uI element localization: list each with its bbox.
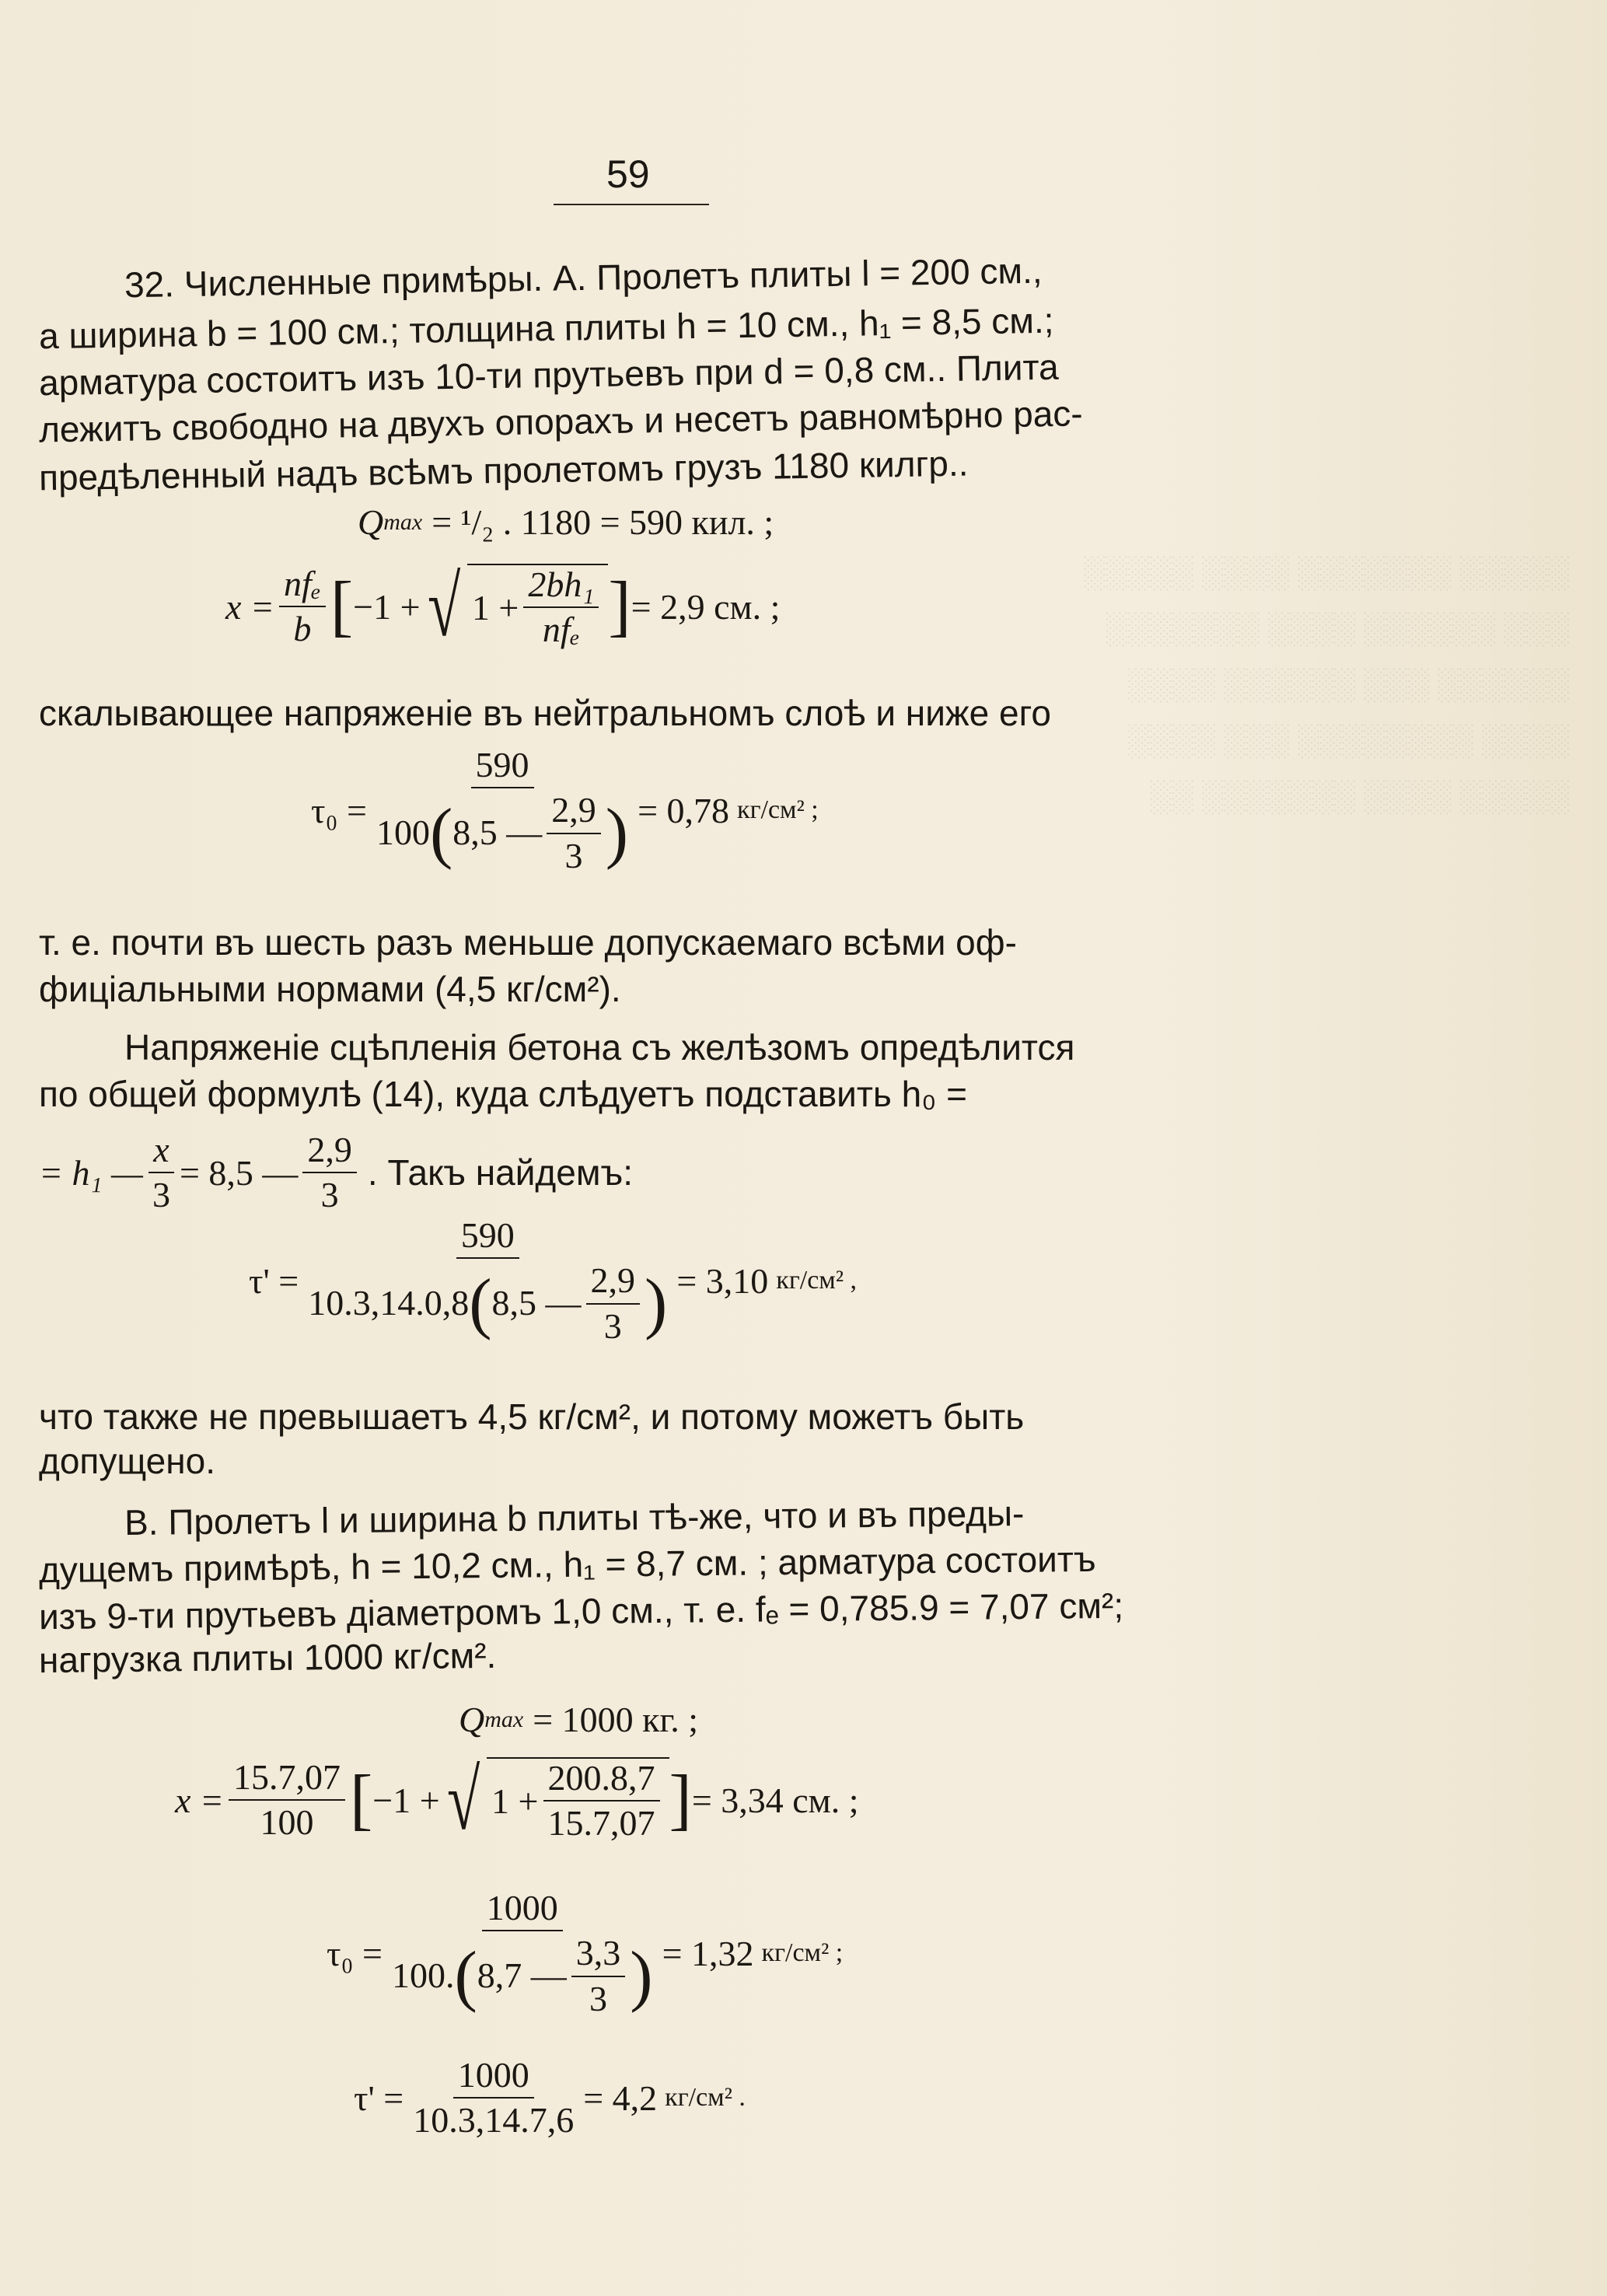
equation-qmax-a: [358, 501, 774, 543]
section-a-line-3: арматура состоитъ изъ 10-ти прутьевъ при d = 0,8 см.. Плита: [38, 346, 1060, 404]
equation-tau-prime-b: [354, 2057, 746, 2140]
bleed-through-text: ░░░░░ ░░░░░░░ ░░░░ ░░░░░ ░░░ ░░░░░░ ░░░░ ░░░░░░░ ░░░░░░ ░░░ ░░░░░░ ░░░░ ░░░░ ░░░░░░░░ ░░░ ░░░░ ░░░░░ ░░░░ ░░░░░░░ ░░: [1084, 554, 1570, 813]
xb-rhs: = 3,34 см. ;: [691, 1780, 859, 1820]
x-inner: −1 +: [353, 586, 421, 627]
also-text-line-2: допущено.: [39, 1441, 216, 1481]
sqrt-fraction-den: nfₑ: [542, 610, 580, 649]
taup-rhs: = 3,10: [676, 1260, 769, 1301]
equation-tau0-b: [327, 1889, 843, 2018]
section-a-line-1: 32. Численные примѣры. А. Пролетъ плиты l = 200 см.,: [124, 250, 1043, 306]
tau0-inner-num: 2,9: [547, 792, 601, 833]
taup-inner-den: 3: [603, 1305, 622, 1346]
page-number-rule: [554, 204, 709, 205]
tau0-lhs: τ₀ =: [311, 790, 367, 830]
section-b-line-4: нагрузка плиты 1000 кг/см².: [38, 1634, 497, 1681]
sqrt-fraction-num: 2bh₁: [523, 566, 599, 608]
h0-frac-2: [302, 1131, 357, 1214]
sqrt-fraction: [523, 566, 599, 649]
tau0b-den-a: 100.: [391, 1955, 455, 1996]
taupb-rhs: = 4,2: [583, 2078, 658, 2118]
tau0-den: [372, 788, 633, 875]
x-lhs: x =: [225, 586, 274, 627]
tau0b-den-b: 8,7 —: [477, 1955, 567, 1996]
tau0b-inner-frac: [571, 1934, 626, 2018]
qmax-rhs: = ¹/₂ . 1180 = 590 кил. ;: [431, 502, 774, 542]
shear-text: скалывающее напряженіе въ нейтральномъ слоѣ и ниже его: [39, 693, 1051, 733]
tau0b-inner-den: 3: [589, 1978, 608, 2018]
qmax-b-rhs: = 1000 кг. ;: [533, 1700, 698, 1739]
xb-fraction: [229, 1756, 345, 1842]
paren-close: ): [645, 1265, 668, 1341]
tau0b-rhs: = 1,32: [662, 1933, 754, 1973]
taup-unit: кг/см² ,: [776, 1266, 858, 1295]
tau0b-inner-num: 3,3: [571, 1934, 626, 1976]
section-a-line-2: а ширина b = 100 см.; толщина плиты h = 10 см., h₁ = 8,5 см.;: [38, 299, 1054, 357]
xb-sqrt-num: 200.8,7: [543, 1760, 660, 1802]
taupb-den: 10.3,14.7,6: [413, 2100, 575, 2140]
xb-sqrt-den: 15.7,07: [547, 1803, 655, 1843]
sqrt-a: [421, 559, 609, 654]
bond-text-line-1: Напряженіе сцѣпленія бетона съ желѣзомъ опредѣлится: [124, 1027, 1075, 1068]
taup-den-a: 10.3,14.0,8: [308, 1283, 470, 1323]
section-a-line-5: предѣленный надъ всѣмъ пролетомъ грузъ 1180 килгр..: [38, 442, 969, 498]
h0-frac-1: [148, 1131, 175, 1214]
taup-inner-frac: [586, 1262, 641, 1345]
tau0b-fraction: [387, 1889, 658, 2018]
x-fraction: [279, 565, 326, 648]
equation-h0: [39, 1131, 633, 1214]
six-text-line-2: фиціальными нормами (4,5 кг/см²).: [39, 969, 621, 1009]
taup-den-b: 8,5 —: [491, 1283, 582, 1323]
bracket-close: ]: [669, 1762, 692, 1837]
bracket-open: [: [330, 568, 354, 644]
equation-x-a: [225, 559, 781, 654]
taup-num: 590: [456, 1217, 519, 1259]
h0-tail: . Такъ найдемъ:: [367, 1152, 633, 1193]
six-text-line-1: т. е. почти въ шесть разъ меньше допускаемаго всѣми оф-: [39, 922, 1017, 963]
page-number: 59: [606, 152, 650, 196]
also-text-line-1: что также не превышаетъ 4,5 кг/см², и потому можетъ быть: [39, 1396, 1025, 1437]
tau0-den-b: 8,5 —: [452, 813, 543, 853]
x-fraction-num: nfₑ: [279, 565, 326, 607]
tau0-rhs: = 0,78: [638, 790, 730, 830]
paren-open: (: [454, 1938, 477, 2014]
tau0b-unit: кг/см² ;: [761, 1938, 844, 1968]
x-rhs: = 2,9 см. ;: [631, 586, 781, 627]
tau0b-num: 1000: [482, 1889, 563, 1931]
tau0b-den: [387, 1931, 658, 2018]
bond-text-line-2: по общей формулѣ (14), куда слѣдуетъ подставить h₀ =: [39, 1074, 967, 1114]
taupb-lhs: τ' =: [354, 2078, 404, 2118]
tau0-fraction: [372, 746, 633, 875]
equation-x-b: [175, 1753, 859, 1847]
qmax-subscript: max: [383, 508, 423, 535]
xb-sqrt-one: 1 +: [491, 1781, 539, 1821]
sqrt-one: 1 +: [471, 587, 519, 627]
paren-open: (: [429, 795, 453, 871]
tau0-den-a: 100: [376, 813, 430, 853]
sqrt-icon: √: [427, 559, 460, 654]
taupb-unit: кг/см² .: [665, 2083, 746, 2113]
taupb-num: 1000: [453, 2057, 534, 2099]
bracket-close: ]: [608, 568, 631, 644]
x-fraction-den: b: [293, 609, 312, 648]
h0-frac-2-den: 3: [320, 1175, 339, 1215]
bracket-open: [: [349, 1762, 373, 1837]
tau0-num: 590: [471, 746, 534, 788]
qmax-b-symbol: Q: [459, 1700, 485, 1739]
taupb-fraction: [408, 2057, 578, 2140]
sqrt-b: [440, 1753, 669, 1847]
taup-den: [303, 1259, 672, 1345]
h0-mid: = 8,5 —: [179, 1152, 299, 1193]
sqrt-icon: √: [446, 1753, 480, 1847]
equation-tau-prime-a: [249, 1217, 857, 1345]
section-b-line-2: дущемъ примѣрѣ, h = 10,2 см., h₁ = 8,7 см. ; арматура состоитъ: [38, 1538, 1096, 1591]
xb-inner: −1 +: [372, 1780, 440, 1820]
paren-close: ): [630, 1938, 653, 2014]
tau0-inner-frac: [547, 792, 601, 875]
section-b-line-3: изъ 9-ти прутьевъ діаметромъ 1,0 см., т. е. fₑ = 0,785.9 = 7,07 см²;: [38, 1585, 1124, 1637]
h0-frac-1-num: x: [148, 1131, 173, 1173]
xb-sqrt-fraction: [543, 1757, 660, 1843]
xb-num: 15.7,07: [229, 1759, 345, 1801]
section-a-line-4: лежитъ свободно на двухъ опорахъ и несетъ равномѣрно рас-: [38, 393, 1084, 450]
section-b-line-1: В. Пролетъ l и ширина b плиты тѣ-же, что и въ преды-: [124, 1492, 1025, 1543]
tau0-inner-den: 3: [564, 835, 583, 875]
taup-fraction: [303, 1217, 672, 1345]
h0-frac-2-num: 2,9: [302, 1131, 357, 1173]
h0-lhs: = h₁ —: [39, 1152, 143, 1193]
equation-qmax-b: [459, 1699, 698, 1740]
paren-open: (: [469, 1265, 492, 1341]
qmax-symbol: Q: [358, 502, 384, 542]
tau0b-lhs: τ₀ =: [327, 1933, 383, 1973]
h0-frac-1-den: 3: [152, 1175, 170, 1215]
paren-close: ): [605, 795, 629, 871]
xb-den: 100: [260, 1802, 314, 1842]
qmax-b-subscript: max: [484, 1706, 524, 1732]
tau0-unit: кг/см² ;: [737, 795, 819, 825]
equation-tau0-a: [311, 746, 819, 875]
xb-lhs: x =: [175, 1780, 224, 1820]
taup-lhs: τ' =: [249, 1260, 299, 1301]
taup-inner-num: 2,9: [586, 1262, 641, 1304]
